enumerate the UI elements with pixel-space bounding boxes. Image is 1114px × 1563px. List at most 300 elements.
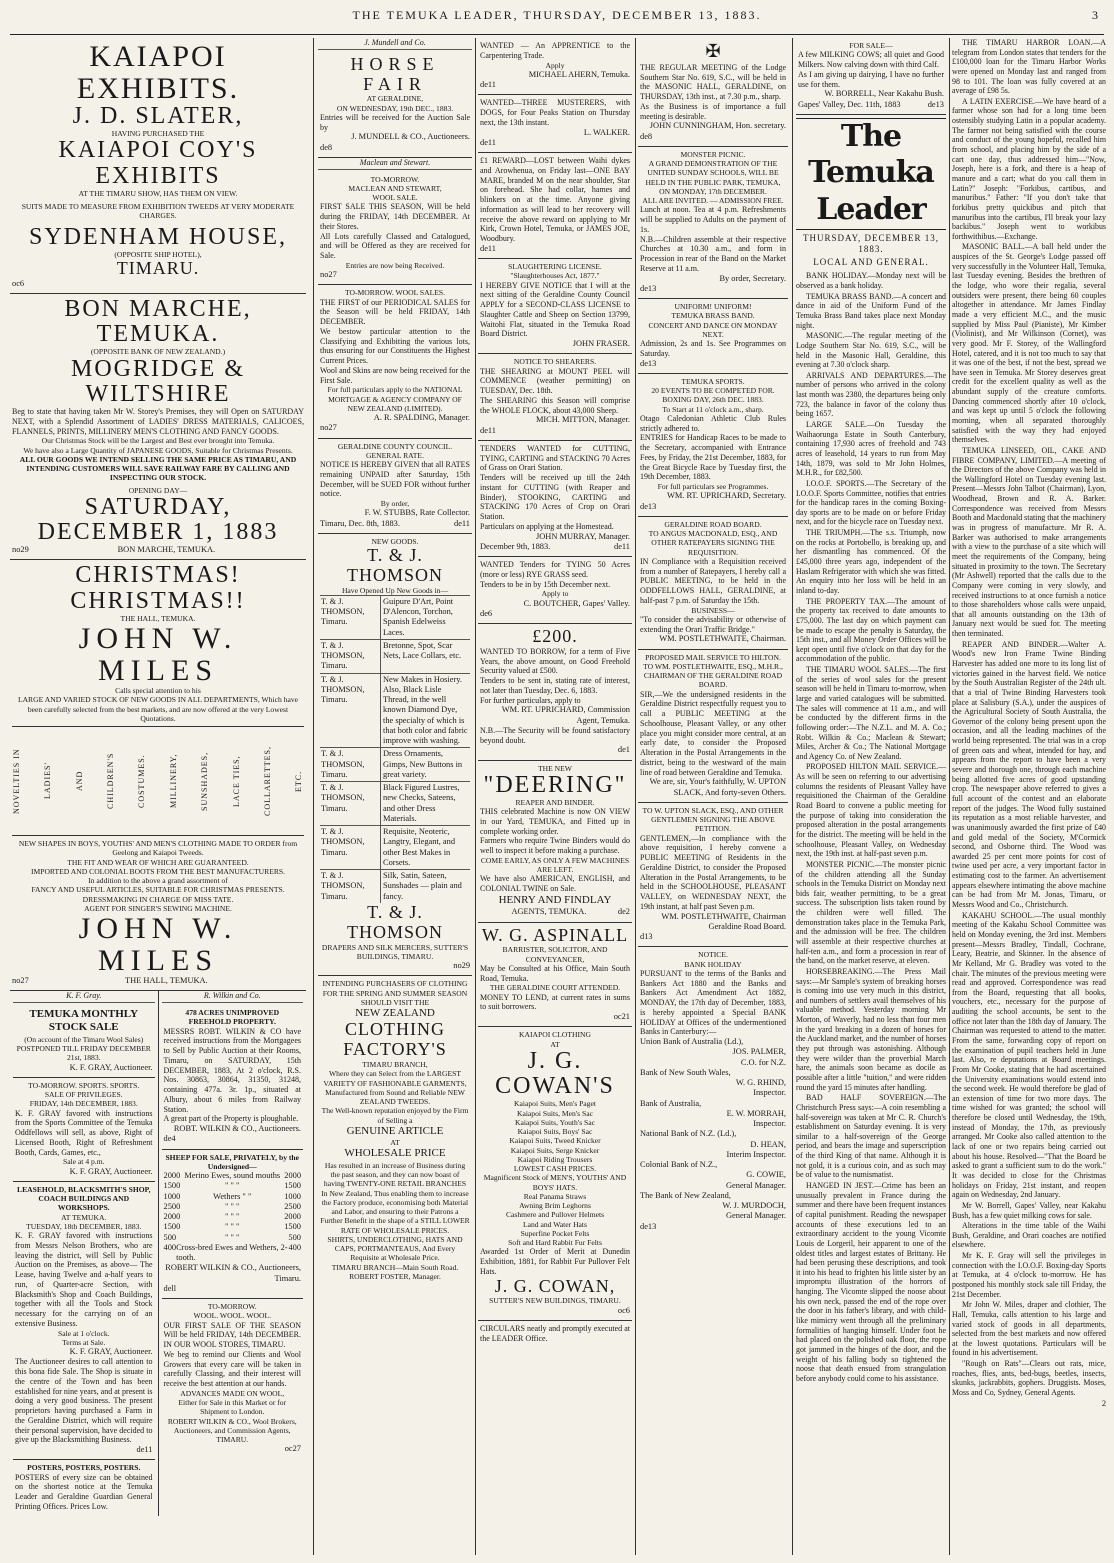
tj-row-left: T. & J. THOMSON, Timaru. bbox=[320, 640, 381, 673]
tj-row bbox=[320, 639, 470, 673]
cowan-item: Real Panama Straws bbox=[523, 1191, 587, 1201]
bank-officer: JOS. PALMER, bbox=[732, 1047, 786, 1057]
nzc-genuine: GENUINE ARTICLE bbox=[346, 1124, 444, 1137]
sheep-qty: 2500 bbox=[163, 1201, 181, 1211]
miles-vertical-table bbox=[12, 726, 304, 836]
henry-findlay: HENRY AND FINDLAY bbox=[498, 893, 612, 906]
news-paragraph: I.O.O.F. SPORTS.—The Secretary of the I.O.O.F. Sports Committee, notifies that entries for the handicap races in the coming Boxing-day sports are to be made on or before Friday next, and for the bicycle race on Tuesday next. bbox=[796, 478, 946, 527]
ad-tag: de11 bbox=[480, 243, 496, 253]
tj-table bbox=[320, 595, 470, 903]
bank-role: Interim Inspector. bbox=[726, 1149, 786, 1159]
tenders-sig: JOHN MURRAY, Manager. bbox=[536, 531, 630, 541]
sheep-count: 2000 bbox=[284, 1212, 301, 1222]
ad-tag: no27 bbox=[320, 423, 337, 433]
bonmarche-title: BON MARCHE, TEMUKA. bbox=[64, 296, 252, 348]
vertical-label: LACE TIES, bbox=[231, 755, 241, 807]
cowan-item: Kaiapoi Suits, Tweed Knicker bbox=[509, 1136, 601, 1146]
rye-apply: Apply to bbox=[541, 589, 569, 599]
vertical-label: COLLARETTES, bbox=[262, 746, 272, 817]
bank-officer: W. J. MURDOCH, bbox=[722, 1201, 786, 1211]
ad-tag: d13 bbox=[640, 932, 653, 942]
news-paragraph: ARRIVALS AND DEPARTURES.—The number of persons who arrived in the colony last month was 2380, the departures being only 723, the balance in favor of the colony thus being 1657. bbox=[796, 370, 946, 419]
reply-body: GENTLEMEN,—In compliance with the above requisition, I hereby convene a PUBLIC MEETING of Residents in the Geraldine District, to consider the Proposed Alteration in the Postal Arrangements, to be held in the SCHOOLHOUSE, PLEASANT VALLEY, on WEDNESDAY NEXT, the 19th instant, at half past Seven p.m. bbox=[640, 833, 786, 911]
sheep-desc: Merino Ewes, sound mouths bbox=[184, 1171, 281, 1181]
sheep-desc: Cross-bred Ewes and Wethers, 2-tooth. bbox=[176, 1242, 288, 1263]
lodge-body: THE REGULAR MEETING of the Lodge Southern Star No. 619, S.C., will be held in the MASONIC HALL, GERALDINE, on THURSDAY, 13th inst., at 7.30 p.m., sharp. bbox=[640, 62, 786, 102]
news-paragraph: A LATIN EXERCISE.—We have heard of a farmer whose son had for a long time been ostensibly studying Latin in a popular academy. The farmer not being satisfied with the course and conduct of the young hopeful, recalled him from school, and placing him by the side of a cart one day, thus addressed him—"Now, Joseph, here is a fork, and there is a heap of manure and a cart; what do you call them in Latin?" Joseph: "Forkibus, cartibus, and manuribus." Father: "If you don't take that forkibus pretty quickibus and pitch that manuribus into the cartibus, I'll break your lazy backibus." Joseph went to workibus forthwithibus.—Exchange. bbox=[952, 96, 1106, 241]
borrow-body: For further particulars, apply to bbox=[480, 695, 581, 705]
maclean-sale: WOOL SALE. bbox=[372, 193, 418, 203]
mogridge-body: ALL OUR GOODS WE INTEND SELLING THE SAME PRICE AS TIMARU, AND INTENDING CUSTOMERS WILL SAVE RAILWAY FARE BY CALLING AND INSPECTING OUR STOCK. bbox=[19, 454, 297, 483]
column-rule bbox=[475, 38, 476, 1555]
slaughter-sub: "Slaughterhouses Act, 1877." bbox=[510, 271, 600, 281]
maclean-body: All Lots carefully Classed and Catalogued, and will be Offered as they are received for Sale. bbox=[320, 231, 470, 261]
picnic-body: N.B.—Children assemble at their respective Churches at 10.30 a.m., and form in Procession in rear of the Band on the Market Reserve at 11 a.m. bbox=[640, 234, 786, 273]
maclean-header: Maclean and Stewart. bbox=[318, 158, 472, 170]
nzc-branch: TIMARU BRANCH, bbox=[362, 1060, 428, 1070]
grb-to: TO ANGUS MACDONALD, ESQ., AND OTHER RATEPAYERS SIGNING THE REQUISITION. bbox=[648, 529, 778, 557]
gray-ad-terms: Terms at Sale. bbox=[62, 1337, 106, 1347]
cowan-item: Kaiapoi Suits, Youth's Sac bbox=[514, 1117, 596, 1127]
tj-row-right: Dress Ornaments, Gimps, New Buttons in great variety. bbox=[383, 749, 463, 779]
sports-body: BOXING DAY, 26th DEC. 1883. bbox=[662, 395, 764, 405]
ad-tag: no29 bbox=[12, 545, 29, 555]
cowan-at: AT bbox=[550, 1039, 560, 1049]
news-paragraph: Alterations in the time table of the Waihi Bush, Geraldine, and Orari coaches are notified elsewhere. bbox=[952, 1221, 1106, 1250]
gray-ad-title: LEASEHOLD, BLACKSMITH'S SHOP, COACH BUILDINGS AND WORKSHOPS. bbox=[17, 1184, 151, 1213]
sheep-qty: 2000 bbox=[163, 1171, 181, 1181]
ad-tag: de13 bbox=[640, 501, 657, 511]
ad-tag: oc6 bbox=[617, 1305, 630, 1315]
sheep-count: 2000 bbox=[284, 1171, 301, 1181]
deering-body: THIS celebrated Machine is now ON VIEW in our Yard, TEMUKA, and Fitted up in complete working order. bbox=[480, 807, 630, 836]
coys-title: KAIAPOI COY'S EXHIBITS bbox=[58, 137, 258, 189]
sheep-row bbox=[164, 1202, 302, 1212]
kaiapoi-title: KAIAPOI EXHIBITS. bbox=[76, 40, 240, 105]
gray-ad-title: TEMUKA MONTHLY STOCK SALE bbox=[29, 1008, 139, 1034]
tj-sub: DRAPERS AND SILK MERCERS, SUTTER'S BUILDINGS, TIMARU. bbox=[321, 942, 469, 961]
ad-tag: no27 bbox=[12, 976, 29, 986]
miles-body: IMPORTED AND COLONIAL BOOTS FROM THE BEST MANUFACTURERS. bbox=[30, 866, 286, 876]
horse-fair-at: AT GERALDINE, bbox=[366, 94, 424, 104]
sheep-desc: " " " bbox=[225, 1222, 240, 1232]
tj-row-right: Requisite, Neoteric, Langtry, Elegant, and other Best Makes in Corsets. bbox=[383, 827, 456, 867]
cow-sale-body: As I am giving up dairying, I have no further use for them. bbox=[798, 69, 944, 89]
miles-body: AGENT FOR SINGER'S SEWING MACHINE. bbox=[84, 903, 232, 913]
reward-body: £1 REWARD—LOST between Waihi dykes and Arowhenua, on Friday last—ONE BAY MARE, branded M on the near shoulder, Star on forehead. She had collar, hames and blinkers on at the time. Anyone giving information as will lead to her recovery will receive the above reward on applying to Mr Kirk, Crown Hotel, Temuka, or JAMES JOE, Woodbury. bbox=[480, 156, 630, 243]
cowan-item: Awning Brim Leghorns bbox=[519, 1201, 591, 1211]
wool-body: OUR FIRST SALE OF THE SEASON Will be held FRIDAY, 14th DECEMBER. IN OUR WOOL STORES, TIMARU. bbox=[163, 1320, 301, 1350]
wool-adv: Either for Sale in this Market or for Shipment to London. bbox=[178, 1398, 287, 1417]
nzc-body: SHIRTS, UNDERCLOTHING, HATS AND CAPS, PORTMANTEAUS, And Every Requisite at Wholesale Price. bbox=[327, 1234, 463, 1263]
posters-body: POSTERS of every size can be obtained on the shortest notice at the Temuka Leader and Geraldine Guardian General Printing Offices. Prices Low. bbox=[15, 1472, 153, 1511]
circulars-body: CIRCULARS neatly and promptly executed at the LEADER Office. bbox=[480, 1323, 630, 1343]
saturday-title: SATURDAY, DECEMBER 1, 1883 bbox=[37, 493, 279, 545]
bank-entry bbox=[640, 1099, 786, 1130]
sheep-desc: " " " bbox=[225, 1181, 240, 1191]
tenders-body: Tenders will be received up till the 24th instant for CUTTING (with Reaper and Binder), STOOKING, CARTING and STACKING 170 Acres of Crop on Orari Station. bbox=[480, 473, 630, 521]
sports-body: ENTRIES for Handicap Races to be made to the Secretary, accompanied with Entrance Fees, by Friday, the 21st December, 1883, for the Great Bicycle Race by Tuesday first, the 19th December, 1883. bbox=[640, 433, 787, 482]
masthead-title: THE TEMUKA LEADER, THURSDAY, DECEMBER 13, 1883. bbox=[352, 8, 762, 22]
column-rule bbox=[635, 38, 636, 1555]
cowan-lowest: LOWEST CASH PRICES. bbox=[513, 1164, 597, 1174]
miles-body: FANCY AND USEFUL ARTICLES, SUITABLE FOR CHRISTMAS PRESENTS. bbox=[31, 885, 285, 895]
bank-name: National Bank of N.Z. (Ld.), bbox=[640, 1129, 737, 1139]
ad-tag: de11 bbox=[480, 425, 496, 435]
sheep-desc: " " " bbox=[225, 1212, 240, 1222]
miles-body: NEW SHAPES IN BOYS, YOUTHS' AND MEN'S CLOTHING MADE TO ORDER from Geelong and Kaiapoi Tweeds. bbox=[18, 839, 298, 858]
ad-tag: de11 bbox=[480, 80, 496, 89]
news-paragraph: MASONIC BALL.—A ball held under the auspices of the St. George's Lodge passed off very successfully in the Volunteer Hall, Temuka, last Tuesday evening. Besides the brethren of the lodge, who wore their regalia, several outsiders were present, there being 60 couples altogether in attendance. Mr James Findlay made a very efficient M.C., and the music supplied by Miss Paul (Pianiste), Mr Kimber (Violinist), and Mr Wilkinson (Cornet), was very good. Mr F. Storey, of the Wallingford Hotel, catered, and it is not too much to say that it was one of the best, if not the best, spread we have seen in Temuka. Mr Storey deserves great credit for the excellent quality as well as the abundant supply of the creature comforts. Dancing commenced shortly after 10 o'clock, and was kept up until 5 o'clock the following morning, when all separated thoroughly satisfied with the way they had enjoyed themselves. bbox=[952, 242, 1106, 445]
column-4 bbox=[638, 38, 788, 1555]
gray-ad-body: (On account of the Timaru Wool Sales) POSTPONED TILL FRIDAY DECEMBER 21st, 1883. bbox=[16, 1034, 151, 1063]
gray-column bbox=[10, 991, 158, 1515]
column-6 bbox=[952, 38, 1106, 1555]
column-rule bbox=[313, 38, 314, 1555]
bank-name: Colonial Bank of N.Z., bbox=[640, 1160, 718, 1170]
gcc-by: By order, bbox=[380, 499, 410, 509]
coys-sub: AT THE TIMARU SHOW, HAS THEM ON VIEW. bbox=[78, 188, 238, 198]
sheep-count: 400 bbox=[288, 1242, 301, 1252]
mail-body: SIR,—We the undersigned residents in the Geraldine District respectfully request you to call a PUBLIC MEETING at the Schoolhouse, Pleasant Valley, or any other place you might consider more central, at an early date, to consider the Proposed Alteration in the Postal Arrangements in the district, being to the westward of the main line of road between Geraldine and Temuka. bbox=[640, 689, 786, 777]
horse-fair-body: Entries will be received for the Auction Sale by bbox=[320, 112, 470, 132]
tj-row-left: T. & J. THOMSON, Timaru. bbox=[320, 782, 381, 825]
nzc-wholesale: WHOLESALE PRICE bbox=[344, 1147, 446, 1160]
bonmarche-sig: BON MARCHE, TEMUKA. bbox=[117, 545, 216, 555]
sheep-title: SHEEP FOR SALE, PRIVATELY, by the Undersigned— bbox=[165, 1152, 300, 1171]
shearers-sig: MICH. MITTON, Manager. bbox=[535, 415, 630, 425]
news-paragraph: Mr John W. Miles, draper and clothier, The Hall, Temuka, calls attention to his large and varied stock of goods in all departments, selected from the best markets and now offered at the lowest quotations. Particulars will be found in his advertisement. bbox=[952, 1300, 1106, 1358]
ad-tag: de1 bbox=[617, 745, 630, 755]
mail-to: TO WM. POSTLETHWAITE, ESQ., M.H.R., CHAIRMAN OF THE GERALDINE ROAD BOARD. bbox=[643, 661, 783, 690]
ad-tag: de8 bbox=[640, 131, 653, 141]
gray-ad-sig: K. F. GRAY, Auctioneer. bbox=[69, 1347, 153, 1357]
picnic-body: ALL ARE INVITED. — ADMISSION FREE. bbox=[642, 196, 784, 206]
ahern-body: WANTED — An APPRENTICE to the Carpentering Trade. bbox=[480, 41, 630, 60]
ad-tag: oc21 bbox=[613, 1012, 630, 1022]
mail-sig: We are, sir, Your's faithfully, W. UPTON SLACK, And forty-seven Others. bbox=[649, 777, 786, 797]
tj-row bbox=[320, 673, 470, 748]
cow-sale-date: Gapes' Valley, Dec. 11th, 1883 bbox=[798, 99, 901, 109]
cowan-header: KAIAPOI CLOTHING bbox=[519, 1030, 591, 1040]
wilkin-ad-body: MESSRS ROBT. WILKIN & CO have received instructions from the Mortgagees to Sell by Public Auction at their Rooms, Timaru, on SATURDAY, 15th DECEMBER, 1883, At 2 o'clock, R.S. Nos. 30863, 30864, 31350, 31248, containing 477a. 3r. 1p., situated at Albury, about 6 miles from Railway Station. bbox=[163, 1026, 301, 1114]
news-paragraph: Mr W. Borrell, Gapes' Valley, near Kakahu Bush, has a few quiet milking cows for sale. bbox=[952, 1200, 1106, 1220]
nzc-body: The Well-known reputation enjoyed by the Firm of Selling a bbox=[321, 1106, 469, 1125]
bank-list bbox=[640, 1037, 786, 1222]
newspaper-nameplate: The Temuka Leader bbox=[796, 118, 946, 230]
nma-sig: A. R. SPALDING, Manager. bbox=[373, 413, 470, 423]
tj-row bbox=[320, 869, 470, 903]
miles-sub: Calls special attention to his bbox=[115, 686, 201, 696]
nzc-title: CLOTHING FACTORY'S bbox=[343, 1019, 447, 1060]
reply-sig: WM. POSTLETHWAITE, Chairman Geraldine Road Board. bbox=[661, 911, 786, 931]
ad-tag: no27 bbox=[320, 270, 337, 280]
mogridge-body: Our Christmas Stock will be the Largest and Best ever brought into Temuka. bbox=[41, 436, 275, 446]
gcc-body: NOTICE IS HEREBY GIVEN that all RATES remaining UNPAID after Saturday, 15th December, will be SUED FOR without further notice. bbox=[320, 460, 470, 499]
uniform-title: UNIFORM! UNIFORM! bbox=[674, 302, 752, 312]
nzc-intro: INTENDING PURCHASERS OF CLOTHING FOR THE SPRING AND SUMMER SEASON SHOULD VISIT THE bbox=[322, 979, 468, 1007]
miles-body: LARGE AND VARIED STOCK OF NEW GOODS IN ALL DEPARTMENTS, Which have been carefully selected from the best markets, and are now offered at the very Lowest Quotations. bbox=[17, 695, 299, 723]
opening-text: OPENING DAY— bbox=[128, 485, 188, 495]
news-paragraph: BANK HOLIDAY.—Monday next will be observed as a bank holiday. bbox=[796, 271, 946, 291]
ad-tag: de8 bbox=[320, 142, 333, 152]
auctions-split bbox=[10, 991, 306, 1515]
gray-ad-sub: SALE OF PRIVILEGES. bbox=[44, 1090, 123, 1100]
suits-text: SUITS MADE TO MEASURE FROM EXHIBITION TWEEDS AT VERY MODERATE CHARGES. bbox=[21, 202, 295, 221]
nma-body: THE FIRST of our PERIODICAL SALES for the Season will be held FRIDAY, 14th DECEMBER. bbox=[320, 297, 470, 327]
shearers-body: THE SHEARING at MOUNT PEEL will COMMENCE (weather permitting) on TUESDAY, Dec. 18th. bbox=[480, 366, 630, 395]
aspinall-sub: BARRISTER, SOLICITOR, AND CONVEYANCER, bbox=[502, 945, 608, 964]
ad-tag: no29 bbox=[453, 961, 470, 971]
news-paragraph: REAPER AND BINDER.—Walter A. Wood's new Iron Frame Twine Binding Harvester has added one more to its long list of victories gained in the harvest field. We notice by the South Australian Register of the 24th ult. that a trial of Twine Binding Harvesters took place at Salisbury (S.A.), under the auspices of the Agricultural Society of South Australia, the Governor of the colony being present upon the occasion, and all the leading machines of the world being represented. The trial was in a crop of green oats and wheat, intended for hay, and appears from the report to have been a very severe and thorough one, through each machine being allotted five acres of good upstanding crop. The newspaper above referred to gives a full account of the contest and an elaborate report of the judges. The Wood fully sustained its reputation as a most reliable harvester, and was unanimously awarded the first prize of £40 and gold medal of the Society, M'Cormick second, and Osborne third. The Wood was awarded 25 per cent more points for cost of twine used per acre, a very important factor in estimating cost to the farmer. An advertisement appears elsewhere intimating the above machine can be had from Mr M. Jonas, Timaru, or Messrs Wood and Co., Christchurch. bbox=[952, 639, 1106, 910]
borrow-sig: WM. RT. UPRICHARD, Commission Agent, Temuka. bbox=[501, 705, 630, 725]
sheep-table bbox=[164, 1171, 302, 1263]
new-goods-title: NEW GOODS. bbox=[371, 536, 419, 546]
tj-row bbox=[320, 747, 470, 781]
ad-tag: de13 bbox=[640, 1221, 657, 1231]
sheep-qty: 2000 bbox=[163, 1212, 181, 1222]
slater-sub: HAVING PURCHASED THE bbox=[111, 129, 205, 139]
sheep-row bbox=[164, 1222, 302, 1232]
ad-tag: de13 bbox=[927, 99, 944, 109]
ahern-sig: MICHAEL AHERN, Temuka. bbox=[528, 69, 630, 79]
miles-body: THE FIT AND WEAR OF WHICH ARE GUARANTEED. bbox=[67, 857, 249, 867]
gray-ad-sale: Sale at 4 p.m. bbox=[62, 1157, 105, 1167]
sports-body: 20 EVENTS TO BE COMPETED FOR. bbox=[651, 386, 775, 396]
borrow-amount: £200. bbox=[532, 626, 578, 646]
wool-sig: ROBERT WILKIN & CO., Wool Brokers, Auctioneers, and Commission Agents, TIMARU. bbox=[167, 1416, 297, 1445]
bank-entry bbox=[640, 1160, 786, 1191]
rye-body: Tenders to be in by 15th December next. bbox=[480, 579, 611, 589]
rye-sig: C. BOUTCHER, Gapes' Valley. bbox=[523, 598, 630, 608]
wilkin-ad-title: 478 ACRES UNIMPROVED FREEHOLD PROPERTY. bbox=[185, 1008, 280, 1027]
picnic-title: MONSTER PICNIC. bbox=[680, 149, 746, 159]
cowan-item: Kaiapoi Riding Trousers bbox=[517, 1154, 593, 1164]
deering-new: THE NEW bbox=[538, 763, 572, 773]
bank-name: Bank of New South Wales, bbox=[640, 1067, 731, 1077]
cow-sale-sig: W. BORRELL, Near Kakahu Bush. bbox=[824, 89, 944, 99]
gcc-date: Timaru, Dec. 8th, 1883. bbox=[320, 518, 400, 528]
tj-row bbox=[320, 595, 470, 639]
sheep-qty: 1000 bbox=[163, 1191, 181, 1201]
bonmarche-sub: (OPPOSITE BANK OF NEW ZEALAND.) bbox=[90, 347, 226, 357]
gray-ad-body: K. F. GRAY favored with instructions from the Sports Committee of the Temuka Oddfellows will sell, as above, Right of Licensed Booth, Right of Refreshment Booth, Cards, Games, etc., bbox=[15, 1108, 153, 1157]
wool-title: TO-MORROW. bbox=[207, 1302, 257, 1312]
wool-sub: WOOL. WOOL. WOOL. bbox=[193, 1311, 272, 1321]
aspinall-body: May be Consulted at his Office, Main South Road, Temuka. bbox=[480, 963, 630, 983]
henry-findlay-sub: AGENTS, TEMUKA. bbox=[511, 907, 587, 917]
bank-name: Union Bank of Australia (Ld.), bbox=[640, 1037, 744, 1047]
horse-fair-sig: J. MUNDELL & CO., Auctioneers. bbox=[351, 132, 470, 142]
band-title: TEMUKA BRASS BAND. bbox=[671, 311, 755, 321]
top-rule bbox=[10, 34, 1104, 35]
bank-body: PURSUANT to the terms of the Banks and Bankers Act 1880 and the Banks and Bankers Act Amendment Act 1882, MONDAY, the 17th day of December, 1883, is hereby appointed a Special BANK HOLIDAY at Offices of the undermentioned Banks in Canterbury:— bbox=[640, 968, 786, 1037]
news-paragraph: PROPOSED HILTON MAIL SERVICE.—As will be seen on referring to our advertising columns the residents of Pleasant Valley have requisitioned the Chairman of the Geraldine Road Board to convene a public meeting for the purpose of taking into consideration the proposed alteration in the postal arrangements for the district. The meeting will be held in the schoolhouse, Pleasant Valley, on Wednesday next, the 19th inst. at half-past seven p.m. bbox=[796, 762, 946, 859]
cowan-item: Kaiapoi Suits, Men's Sac bbox=[516, 1108, 594, 1118]
section-heading: LOCAL AND GENERAL. bbox=[813, 257, 929, 268]
gray-ad-sig: K. F. GRAY, Auctioneer. bbox=[69, 1062, 153, 1072]
vertical-label: MILLINERY, bbox=[168, 753, 178, 809]
vertical-label: NOVELTIES IN bbox=[12, 748, 21, 814]
bank-officer: W. G. RHIND, bbox=[735, 1078, 786, 1088]
lodge-sig: JOHN CUNNINGHAM, Hon. secretary. bbox=[649, 121, 786, 131]
news-paragraph: TEMUKA LINSEED, OIL, CAKE AND FIBRE COMPANY, LIMITED.—A meeting of the Directors of the above Company was held in the Wallingford Hotel on Tuesday evening last. Present—Messrs John Talbot (Chairman), Lyon, Woodhead, Brown and R. A. Barker. Correspondence was received from Messrs Booth and Macdonald stating that the machinery was in progress of manufacture. Mr R. A. Barker was authorised to make arrangements with a view to the purchase of a site which will meet the requirements of the Company, being situated in proximity to the town. The Secretary (Mr Ashwell) reported that the calls due to the Company were coming in very slowly, and received instructions to at once furnish a notice to those shareholders whose calls were unpaid, that all amounts outstanding on the 13th of January next would be sued for. The meeting then terminated. bbox=[952, 445, 1106, 639]
bank-entry bbox=[640, 1191, 786, 1222]
tj-row bbox=[320, 825, 470, 869]
bank-role: C.O. for N.Z. bbox=[740, 1057, 786, 1067]
sheep-qty: 1500 bbox=[163, 1222, 181, 1232]
masonic-emblem-icon: ✠ bbox=[705, 41, 721, 61]
aspinall-body: THE GERALDINE COURT ATTENDED. bbox=[489, 983, 621, 993]
gray-ad-sale: Sale at 1 o'clock. bbox=[57, 1328, 110, 1338]
grb-body: "To consider the advisability or otherwise of extending the Orari Traffic Bridge." bbox=[640, 614, 786, 634]
walker-body: WANTED—THREE MUSTERERS, with DOGS, for Four Peaks Station on Thursday next, the 13th instant. bbox=[480, 98, 630, 127]
tj-row-left: T. & J. THOMSON, Timaru. bbox=[320, 596, 381, 639]
news-paragraph: THE TIMARU HARBOR LOAN.—A telegram from London states that tenders for the £100,000 loan for the Timaru Harbor Works were opened on Monday last and ranged from 98 to 101. The loan was fully covered at an average of £98 5s. bbox=[952, 38, 1106, 96]
ad-tag: 2 bbox=[1101, 1398, 1106, 1408]
vertical-label: SUNSHADES, bbox=[200, 751, 210, 811]
sheep-qty: 1500 bbox=[163, 1181, 181, 1191]
tj-row-left: T. & J. THOMSON, Timaru. bbox=[320, 826, 381, 869]
vertical-label: CHILDREN'S bbox=[106, 752, 116, 810]
christmas-title: CHRISTMAS! CHRISTMAS!! bbox=[70, 562, 246, 614]
tj-row-right: Black Figured Lustres, new Checks, Sateens, and other Dress Materials. bbox=[383, 783, 460, 823]
mundell-header: J. Mundell and Co. bbox=[318, 38, 472, 50]
sheep-count: 1000 bbox=[284, 1191, 301, 1201]
sheep-qty: 500 bbox=[163, 1232, 177, 1242]
borrow-nb: N.B.—The Security will be found satisfactory beyond doubt. bbox=[480, 725, 630, 745]
tj-row bbox=[320, 781, 470, 825]
wool-adv: ADVANCES MADE ON WOOL, bbox=[180, 1388, 285, 1398]
wilkin-header: R. Wilkin and Co. bbox=[162, 991, 304, 1003]
news-paragraph: KAKAHU SCHOOL.—The usual monthly meeting of the Kakahu School Committee was held on Monday evening, the 3rd inst. Members present—Messrs Bradley, Tindall, Cochrane, Leary, Beatrie, and Skinner. In the absence of Mr Kelland, Mr G. Bradley was voted to the chair. The minutes of the previous meeting were read and approved. Correspondence was read from the Board, requesting that all books, vouchers, etc., necessary for the purpose of auditing the school accounts, be sent to the office not later than the 18th day of January. The Chairman was requested to attend to the matter. From the same, forwarding copy of report on the examination of pupil teachers held in June last. Also, re deputations at Board meetings. From Mr Cooke, stating that he had ascertained the University examinations would extend into the second week. He would therefore be glad of an extension of time for two more days. The time wished for was granted; the school will therefore be closed until Wednesday, the 19th, instead of Monday, the 17th, as previously arranged. Mr Cooke also called attention to the lack of one or two repairs being carried out about his house. Resolved—"That the Board be asked to grant a sufficient sum to do the work." It was decided to close for the Christmas holidays on Friday, 21st instant, and reopen again on Wednesday, 2nd January. bbox=[952, 910, 1106, 1200]
nma-body: Wool and Skins are now being received for the First Sale. bbox=[320, 365, 470, 385]
cowan-item: Kaiapoi Suits, Men's Paget bbox=[514, 1099, 596, 1109]
sheep-row bbox=[164, 1181, 302, 1191]
page-number: 3 bbox=[1092, 8, 1100, 22]
column-rule bbox=[949, 38, 950, 1555]
sports-title: TEMUKA SPORTS. bbox=[681, 376, 745, 386]
slaughter-body: I HEREBY GIVE NOTICE that I will at the next sitting of the Geraldine County Council APPLY for a SECOND-CLASS LICENSE to Slaughter Cattle and Sheep on Section 13799, Waitohi Flat, situated in the Temuka Road Board District. bbox=[480, 280, 630, 339]
gray-ad-sig: K. F. GRAY, Auctioneer. bbox=[69, 1166, 153, 1176]
cowan-item: Superfine Pocket Felts bbox=[520, 1228, 590, 1238]
tenders-body: Particulars on applying at the Homestead. bbox=[480, 521, 614, 531]
tj-row-right: Bretonne, Spot, Scar Nets, Lace Collars, etc. bbox=[383, 640, 462, 661]
maclean-title: TO-MORROW. bbox=[370, 174, 420, 184]
local-news-continued bbox=[952, 38, 1106, 1398]
timaru-text: TIMARU. bbox=[116, 258, 200, 278]
tj-row-left: T. & J. THOMSON, Timaru. bbox=[320, 748, 381, 781]
sheep-row bbox=[164, 1171, 302, 1181]
posters-title: POSTERS, POSTERS, POSTERS. bbox=[27, 1463, 141, 1473]
maclean-body: FIRST SALE THIS SEASON, Will be held during the FRIDAY, 14th DECEMBER. At their Stores. bbox=[320, 202, 470, 231]
sheep-desc: " " " bbox=[225, 1232, 240, 1242]
cow-sale-body: A few MILKING COWS; all quiet and Good Milkers. Now calving down with third Calf. bbox=[798, 50, 944, 69]
bank-entry bbox=[640, 1129, 786, 1160]
cowan-title: J. G. COWAN, bbox=[494, 1275, 616, 1296]
nzc-nz: NEW ZEALAND bbox=[355, 1007, 435, 1020]
bank-officer: E. W. MORRAH, bbox=[726, 1108, 786, 1118]
wilkin-ad-sig: ROBT. WILKIN & CO., Auctioneers. bbox=[173, 1124, 301, 1134]
shearers-title: NOTICE TO SHEARERS. bbox=[513, 357, 597, 367]
sheep-count: 1500 bbox=[284, 1181, 301, 1191]
bank-officer: D. HEAN, bbox=[750, 1139, 786, 1149]
bank-officer: G. COWIE, bbox=[746, 1170, 786, 1180]
gcc-title: GERALDINE COUNTY COUNCIL. bbox=[337, 441, 453, 451]
mogridge-body: We have also a Large Quantity of JAPANESE GOODS, Suitable for Christmas Presents. bbox=[23, 445, 293, 455]
news-paragraph: THE PROPERTY TAX.—The amount of the property tax received to date amounts to £75,000. The last day on which payment can be made to escape the penalty is Saturday, the 15th inst., and all Money Order Offices will be kept open until five o'clock on that day for the accommodation of the public. bbox=[796, 596, 946, 664]
sheep-sig: ROBERT WILKIN & CO., Auctioneers, Timaru. bbox=[165, 1263, 301, 1283]
walker-sig: L. WALKER. bbox=[583, 127, 630, 137]
bank-role: General Manager. bbox=[726, 1211, 786, 1221]
sheep-qty: 400 bbox=[163, 1242, 177, 1252]
gray-ad-sub: AT TEMUKA. bbox=[61, 1212, 107, 1222]
band-body: CONCERT AND DANCE ON MONDAY NEXT. bbox=[648, 320, 778, 339]
nzc-sig: TIMARU BRANCH—Main South Road. ROBERT FOSTER, Manager. bbox=[331, 1262, 459, 1281]
miles-body: In addition to the above a grand assortment of bbox=[88, 876, 228, 886]
slaughter-sig: JOHN FRASER. bbox=[572, 339, 630, 348]
deering-body: Farmers who require Twine Binders would do well to inspect it before making a purchase. bbox=[480, 836, 630, 856]
tj-row-right: Silk, Satin, Sateen, Sunshades — plain and fancy. bbox=[383, 871, 462, 901]
vertical-label: COSTUMES. bbox=[137, 754, 147, 808]
nzc-at: AT bbox=[390, 1138, 400, 1148]
news-paragraph: MONSTER PICNIC.—The monster picnic of the children attending all the Sunday schools in the Temuka District on Monday next bids fair, weather permitting, to be a great success. The subscription lists taken round by the children were well filled. The demonstration takes place in the Temuka Park, and the admission will be free. The children will assemble at their respective churches at half-ten a.m., and form a procession in rear of the band, on the market reserve, at eleven. bbox=[796, 859, 946, 966]
column-2 bbox=[318, 38, 472, 1555]
cowan-item: Kaiapoi Suits, Serge Knicker bbox=[510, 1145, 600, 1155]
gray-ad-date: FRIDAY, 14th DECEMBER, 1883. bbox=[29, 1099, 138, 1109]
gray-ad-title: TO-MORROW. SPORTS. SPORTS. bbox=[28, 1080, 140, 1090]
mogridge-body: Beg to state that having taken Mr W. Storey's Premises, they will Open on SATURDAY NEXT, with a Splendid Assortment of LADIES' DRESS MATERIALS, CALICOES, FLANNELS, PRINTS, MILLINERY MEN'S CLOTHING AND FANCY GOODS. bbox=[12, 407, 304, 436]
cowan-item: Kaiapoi Suits, Boys' Sac bbox=[517, 1127, 593, 1137]
ahern-apply: Apply bbox=[545, 60, 565, 70]
bonmarche-ad bbox=[10, 294, 306, 560]
wilkin-column bbox=[158, 991, 307, 1515]
band-body: Admission, 2s and 1s. See Programmes on Saturday. bbox=[640, 339, 786, 358]
sheep-count: 500 bbox=[288, 1232, 301, 1242]
maclean-body: Entries are now being Received. bbox=[345, 260, 445, 270]
issue-date: THURSDAY, DECEMBER 13, 1883. bbox=[802, 232, 940, 254]
slater-name: J. D. SLATER, bbox=[72, 103, 244, 129]
lodge-body: As the Business is of importance a full meeting is desirable. bbox=[640, 101, 786, 121]
news-paragraph: HANGED IN JEST.—Crime has been an unusually prevalent in France during the summer and there have been frequent instances of capital punishment. Reading the newspaper accounts of these executions led to an extraordinary accident to the young Vicomte Louis de Lorgeril, heir apparent to one of the oldest titles and largest estates of Brittany. He had been perusing these descriptions, and took it into his head to frighten his little sister by an impromptu illustration of the horrors of hanging. The Vicomte slipped the noose about his own neck, passed the end of the rope over the door in his father's library, and with child-like mimicry went through all the preliminary formalities of hanging himself. Under foot he had placed on the polished oak floor, the rope got jammed in the hinges of the door, and the weight of his falling body so tightened the noose that death ensued from strangulation before anybody could come to his assistance. bbox=[796, 1181, 946, 1383]
picnic-body: A GRAND DEMONSTRATION OF THE UNITED SUNDAY SCHOOLS, WILL BE HELD IN THE PUBLIC PARK, TEMUKA, ON MONDAY, 17th DECEMBER. bbox=[645, 159, 781, 196]
horse-fair-date: ON WEDNESDAY, 19th DEC., 1883. bbox=[336, 103, 454, 113]
tenders-body: TENDERS WANTED for CUTTING, TYING, CARTING and STACKING 70 Acres of Grass on Orari Station. bbox=[480, 443, 630, 473]
miles-title: JOHN W. MILES bbox=[78, 622, 238, 687]
gcc-sub: GENERAL RATE. bbox=[366, 450, 424, 460]
borrow-body: WANTED TO BORROW, for a term of Five Years, the above amount, on Good Freehold Security valued at £500. bbox=[480, 646, 630, 676]
picnic-body: Lunch at noon. Tea at 4 p.m. Refreshments will be supplied to Adults on the payment of 1s. bbox=[640, 205, 786, 234]
ad-tag: de13 bbox=[640, 358, 657, 368]
sports-body: To Start at 11 o'clock a.m., sharp. bbox=[662, 404, 764, 414]
tenders-date: December 9th, 1883. bbox=[480, 541, 551, 551]
mail-title: PROPOSED MAIL SERVICE TO HILTON. bbox=[645, 652, 781, 662]
mogridge-title: MOGRIDGE & WILTSHIRE bbox=[71, 355, 245, 407]
tj-row-right: New Makes in Hosiery. Also, Black Lisle Thread, in the well known Diamond Dye, the specialty of which is that both color and fabric improve with washing. bbox=[383, 674, 468, 746]
deering-title: "DEERING" bbox=[483, 771, 627, 798]
sports-body: Otago Caledonian Athletic Club Rules strictly adhered to. bbox=[640, 413, 786, 433]
sheep-count: 1500 bbox=[284, 1222, 301, 1232]
grb-business: BUSINESS— bbox=[691, 605, 735, 615]
cowan-award: Awarded 1st Order of Merit at Dunedin Exhibition, 1881, for Rabbit Fur Pullover Felt Hats. bbox=[480, 1247, 630, 1276]
news-paragraph: TEMUKA BRASS BAND.—A concert and dance in aid of the Uniform Fund of the Temuka Brass Band takes place next Monday night. bbox=[796, 291, 946, 330]
ad-tag: de11 bbox=[480, 137, 496, 147]
miles-body: DRESSMAKING IN CHARGE OF MISS TATE. bbox=[82, 894, 234, 904]
sydenham-title: SYDENHAM HOUSE, bbox=[28, 223, 287, 250]
grb-body: IN Compliance with a Requisition received from a number of Ratepayers, I hereby call a PUBLIC MEETING, to be held in the ODDFELLOWS HALL, GERALDINE, at half-past 7 p.m. of Saturday the 15th. bbox=[640, 556, 786, 605]
tj-row-right: Guipure D'Art, Point D'Alencon, Torchon, Spanish Edelweiss Laces. bbox=[383, 596, 454, 637]
cowan-list bbox=[480, 1192, 630, 1248]
